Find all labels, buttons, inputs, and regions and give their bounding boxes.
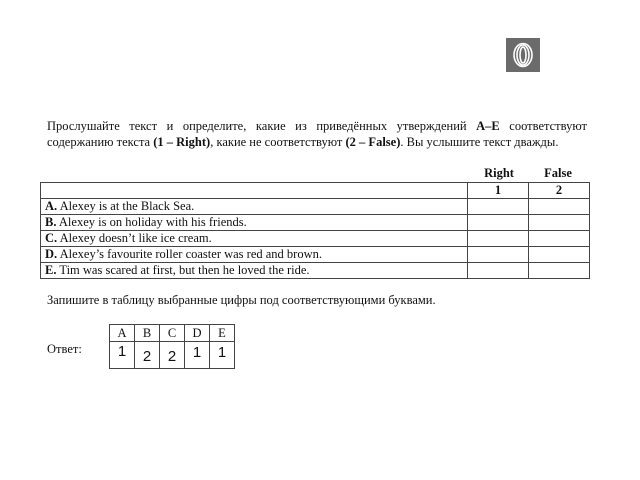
- code-false: 2: [529, 183, 590, 199]
- answer-digit: 1: [192, 344, 202, 361]
- answer-cell[interactable]: [110, 342, 135, 369]
- answer-digit: 1: [117, 343, 127, 360]
- answer-letter: E: [210, 325, 235, 342]
- answer-letter: D: [185, 325, 210, 342]
- mark-cell[interactable]: [468, 215, 529, 231]
- mark-cell[interactable]: [468, 263, 529, 279]
- audio-button[interactable]: [506, 38, 540, 72]
- record-instruction: Запишите в таблицу выбранные цифры под соответствующими буквами.: [47, 293, 436, 307]
- mark-cell[interactable]: [468, 247, 529, 263]
- answer-digit: 2: [167, 348, 177, 365]
- mark-cell[interactable]: [529, 263, 590, 279]
- statements-table: [40, 182, 590, 279]
- table-row: D. Alexey’s favourite roller coaster was red and brown.: [41, 247, 590, 263]
- answer-digit: 2: [142, 348, 152, 365]
- mark-cell[interactable]: [529, 231, 590, 247]
- mark-cell[interactable]: [468, 231, 529, 247]
- code-right: 1: [468, 183, 529, 199]
- table-row: B. Alexey is on holiday with his friends.: [41, 215, 590, 231]
- answer-letter: A: [110, 325, 135, 342]
- answer-cell[interactable]: [210, 342, 235, 369]
- mark-cell[interactable]: [529, 215, 590, 231]
- header-false: False: [544, 166, 572, 180]
- task-instruction: Прослушайте текст и определите, какие из приведённых утверждений А–Е соответствуют содержанию текста (1 – Right), какие не соответствуют (2 – False). Вы услышите текст дважды.: [47, 119, 587, 149]
- table-row: C. Alexey doesn’t like ice cream.: [41, 231, 590, 247]
- answer-cell[interactable]: [135, 342, 160, 369]
- answer-table: [109, 324, 235, 369]
- header-right: Right: [484, 166, 514, 180]
- table-row: E. Tim was scared at first, but then he loved the ride.: [41, 263, 590, 279]
- header-blank: [41, 183, 468, 199]
- mark-cell[interactable]: [529, 199, 590, 215]
- answer-letter: C: [160, 325, 185, 342]
- answer-letter: B: [135, 325, 160, 342]
- answer-digit: 1: [217, 344, 227, 361]
- answer-cell[interactable]: [160, 342, 185, 369]
- mark-cell[interactable]: [529, 247, 590, 263]
- sound-wave-icon: [510, 42, 536, 68]
- answer-label: Ответ:: [47, 342, 82, 356]
- mark-cell[interactable]: [468, 199, 529, 215]
- answer-cell[interactable]: [185, 342, 210, 369]
- table-row: A. Alexey is at the Black Sea.: [41, 199, 590, 215]
